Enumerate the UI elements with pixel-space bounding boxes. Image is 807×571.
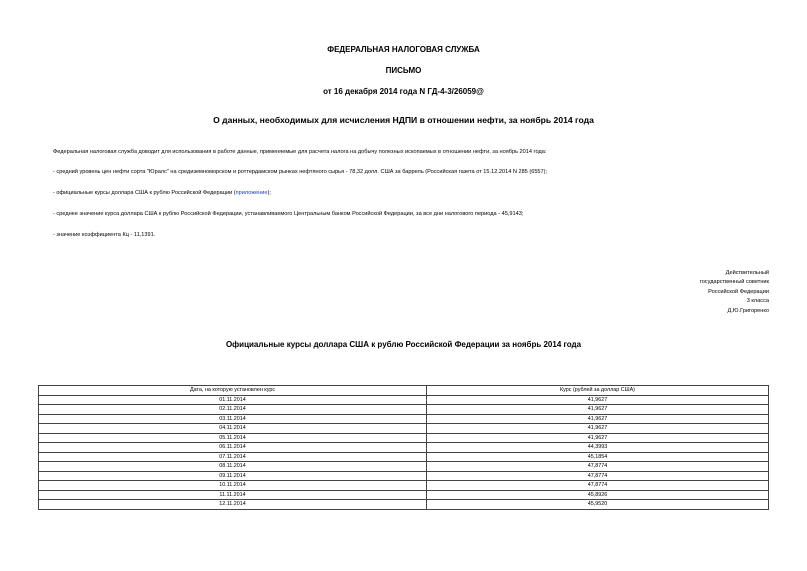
rate-cell: 47,8774 bbox=[427, 462, 769, 472]
exchange-rates-item bbox=[53, 189, 271, 197]
date-cell: 02.11.2014 bbox=[39, 405, 427, 415]
exchange-rates-table bbox=[38, 385, 769, 510]
signature-title-line-1: Действительный bbox=[725, 270, 769, 276]
table-row bbox=[39, 490, 769, 500]
date-cell: 11.11.2014 bbox=[39, 490, 427, 500]
date-cell: 10.11.2014 bbox=[39, 481, 427, 491]
date-cell: 04.11.2014 bbox=[39, 424, 427, 434]
signature-title-line-3: Российской Федерации bbox=[708, 288, 769, 295]
date-cell: 07.11.2014 bbox=[39, 452, 427, 462]
appendix-link[interactable]: приложение bbox=[235, 190, 268, 196]
table-row bbox=[39, 481, 769, 491]
signatory-name: Д.Ю.Григоренко bbox=[727, 307, 769, 314]
exchange-rates-item-prefix: - официальные курсы доллара США к рублю Российской Федерации ( bbox=[53, 190, 236, 196]
document-type: ПИСЬМО bbox=[385, 66, 422, 75]
table-row bbox=[39, 471, 769, 481]
rate-cell: 45,8926 bbox=[427, 490, 769, 500]
rate-cell: 41,9627 bbox=[427, 433, 769, 443]
table-row bbox=[39, 443, 769, 453]
rate-cell: 45,9520 bbox=[427, 500, 769, 510]
signature-title-line-2: государственный советник bbox=[699, 279, 769, 286]
rate-cell: 41,9627 bbox=[427, 414, 769, 424]
column-header-rate: Курс (рублей за доллар США) bbox=[427, 386, 769, 396]
date-cell: 03.11.2014 bbox=[39, 414, 427, 424]
average-rate-item: - среднее значение курса доллара США к рублю Российской Федерации, устанавливаемого Центральным банком Российской Федерации, за все дни налогового периода - 45,9143; bbox=[53, 211, 524, 217]
date-cell: 06.11.2014 bbox=[39, 443, 427, 453]
table-header-row bbox=[39, 386, 769, 396]
table-row bbox=[39, 452, 769, 462]
exchange-rates-item-suffix: ); bbox=[267, 190, 271, 196]
date-cell: 09.11.2014 bbox=[39, 471, 427, 481]
document-date-number: от 16 декабря 2014 года N ГД-4-3/26059@ bbox=[323, 87, 484, 96]
date-cell: 08.11.2014 bbox=[39, 462, 427, 472]
rate-cell: 47,8774 bbox=[427, 481, 769, 491]
coefficient-item: - значение коэффициента Кц - 11,1391. bbox=[53, 232, 156, 238]
date-cell: 05.11.2014 bbox=[39, 433, 427, 443]
rate-cell: 41,9627 bbox=[427, 405, 769, 415]
intro-paragraph: Федеральная налоговая служба доводит для использования в работе данные, применяемые для расчета налога на добычу полезных ископаемых в отношении нефти, за ноябрь 2014 года: bbox=[53, 149, 547, 155]
table-row bbox=[39, 500, 769, 510]
table-row bbox=[39, 424, 769, 434]
rate-cell: 41,9627 bbox=[427, 424, 769, 434]
rate-cell: 47,8774 bbox=[427, 471, 769, 481]
date-cell: 12.11.2014 bbox=[39, 500, 427, 510]
rate-cell: 45,1854 bbox=[427, 452, 769, 462]
oil-price-item: - средний уровень цен нефти сорта "Юралс" на средиземноморском и роттердамском рынках нефтяного сырья - 78,32 долл. США за баррель (Российская газета от 15.12.2014 N 285 (6557); bbox=[53, 169, 548, 175]
table-row bbox=[39, 414, 769, 424]
appendix-title: Официальные курсы доллара США к рублю Российской Федерации за ноябрь 2014 года bbox=[225, 340, 582, 349]
rate-cell: 44,3993 bbox=[427, 443, 769, 453]
table-row bbox=[39, 395, 769, 405]
agency-name: ФЕДЕРАЛЬНАЯ НАЛОГОВАЯ СЛУЖБА bbox=[327, 45, 480, 54]
table-row bbox=[39, 405, 769, 415]
signature-block bbox=[700, 269, 769, 316]
column-header-date: Дата, на которую установлен курс bbox=[39, 386, 427, 396]
table-row bbox=[39, 462, 769, 472]
table-row bbox=[39, 433, 769, 443]
rate-cell: 41,9627 bbox=[427, 395, 769, 405]
document-subject: О данных, необходимых для исчисления НДПИ в отношении нефти, за ноябрь 2014 года bbox=[213, 115, 594, 125]
date-cell: 01.11.2014 bbox=[39, 395, 427, 405]
signature-title-line-4: 3 класса bbox=[746, 298, 769, 305]
